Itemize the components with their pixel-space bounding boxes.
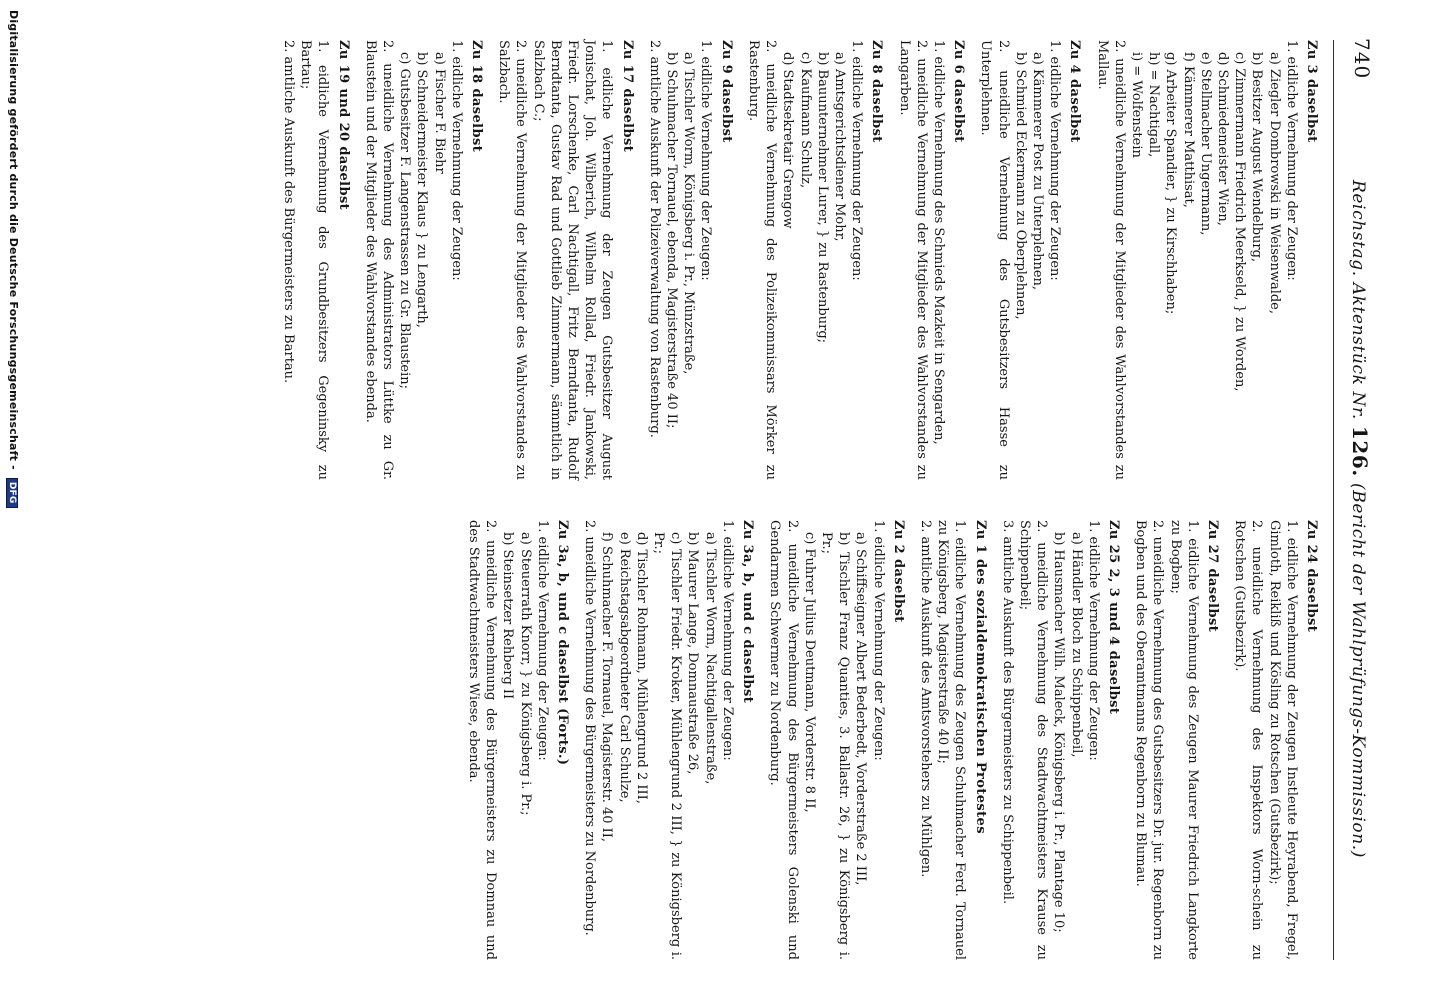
section-item: c) Zimmermann Friedrich Meerkseld, } zu Worden, xyxy=(1232,52,1248,392)
running-header xyxy=(1348,180,1372,940)
section-item: 2. uneidliche Vernehmung des Bürgermeisters zu Domnau und des Stadtwachtmeisters Wiese, ebenda. xyxy=(466,520,499,960)
section-item: 3. amtliche Auskunft des Bürgermeisters zu Schippenbeil. xyxy=(999,520,1015,905)
section-item: a) Ziegler Dombrowski in Weisenwalde, xyxy=(1266,52,1282,314)
section-heading: Zu 17 daselbst xyxy=(619,40,635,153)
section-item: b) Schmied Eckermann zu Oberplehnen, xyxy=(1012,52,1028,320)
section-item: a) Steuerrath Knorr, } zu Königsberg i. Pr.; xyxy=(517,532,533,816)
header-right: (Bericht der Wahlprüfungs-Kommission.) xyxy=(1348,483,1368,859)
section-item: a) Schiffseigner Albert Bederbedt, Vorderstraße 2 III, xyxy=(853,532,869,886)
section-item: b) Steinsetzer Rehberg II xyxy=(500,532,516,700)
left-column xyxy=(280,40,1320,480)
section-item: a) Händler Bloch zu Schippenbeil, xyxy=(1068,532,1084,758)
section-heading: Zu 6 daselbst xyxy=(951,40,967,143)
section-item: a) Fischer F. Biehr xyxy=(431,52,447,174)
digitization-footer xyxy=(6,10,20,990)
page-number: 740 xyxy=(1350,38,1374,80)
section-item: 1. eidliche Vernehmung der Zeugen: xyxy=(534,520,550,761)
section-heading: Zu 3a, b, und c daselbst (Forts.) xyxy=(555,520,571,766)
section-heading: Zu 3a, b, und c daselbst xyxy=(740,520,756,704)
section-heading: Zu 25 2, 3 und 4 daselbst xyxy=(1105,520,1121,715)
section-item: b) Tischler Franz Quanties, 3. Ballastr. 26, } zu Königsberg i. Pr.; xyxy=(818,532,852,960)
section-item: 1. eidliche Vernehmung der Zeugen: xyxy=(698,40,714,281)
section-item: 2. uneidliche Vernehmung der Mitglieder des Wahlvorstandes zu Mallau. xyxy=(1094,40,1127,480)
section-item: 1. eidliche Vernehmung der Zeugen: xyxy=(870,520,886,761)
header-rule xyxy=(1333,40,1334,960)
section-item: d) Schmiedemeister Wien, xyxy=(1214,52,1230,226)
section-item: 2. amtliche Auskunft des Bürgermeisters zu Bartau. xyxy=(281,40,297,384)
section-item: 2. uneidliche Vernehmung des Stadtwachtmeisters Krause zu Schippenbeil; xyxy=(1016,520,1050,960)
section-heading: Zu 1 des sozialdemokratischen Protestes xyxy=(972,520,988,834)
section-item: b) Schuhmacher Tornauel, ebenda, Magisterstraße 40 II; xyxy=(664,52,680,429)
section-heading: Zu 9 daselbst xyxy=(718,40,734,143)
section-item: c) Kaufmann Schulz, xyxy=(797,52,813,189)
section-item: 2. uneidliche Vernehmung des Polizeikommissars Mörker zu Rastenburg. xyxy=(745,40,779,480)
section-item: 1. eidliche Vernehmung des Zeugen Maurer Friedrich Langkorte zu Bogben; xyxy=(1167,520,1200,960)
section-item: c) Gutsbesitzer F. Langenstrassen zu Gr. Blaustein; xyxy=(397,52,413,390)
section-item: 2. uneidliche Vernehmung der Mitglieder des Wahlvorstandes zu Salzbach. xyxy=(496,40,529,480)
section-item: 1. eidliche Vernehmung des Schmieds Mazkeit in Sengarden, xyxy=(930,40,946,445)
section-item: c) Tischler Friedr. Kroker, Mühlengrund 2 III, } zu Königsberg i. Pr.; xyxy=(651,532,684,960)
section-item: a) Amtsgerichtsdiener Mohr, xyxy=(831,52,847,242)
section-item: e) Stellmacher Ungermann, xyxy=(1197,52,1213,236)
section-item: b) Maurer Lange, Domnaustraße 26, xyxy=(685,532,701,775)
section-item: d) Tischler Rohmann, Mühlengrund 2 III, xyxy=(633,532,649,804)
section-heading: Zu 4 daselbst xyxy=(1067,40,1083,143)
section-item: 1. eidliche Vernehmung der Zeugen: xyxy=(1283,40,1299,281)
section-item: 1. eidliche Vernehmung des Zeugen Schuhmacher Ferd. Tornauel zu Königsberg, Magisterstraße 40 II; xyxy=(935,520,968,960)
section-item: 1. eidliche Vernehmung der Zeugen: xyxy=(448,40,464,281)
section-item: f) Kämmerer Matthisat, xyxy=(1180,52,1196,208)
section-item: g) Arbeiter Spandier, } zu Kirschhaben; xyxy=(1163,52,1179,315)
section-item: 2. uneidliche Vernehmung des Gutsbesitzers Hasse zu Unterplehnen. xyxy=(978,40,1011,480)
section-heading: Zu 3 daselbst xyxy=(1304,40,1319,143)
section-item: b) Hausmacher Wilh. Maleck, Königsberg i. Pr., Plantage 10; xyxy=(1051,532,1067,933)
section-heading: Zu 8 daselbst xyxy=(869,40,885,143)
dfg-logo: DFG xyxy=(6,478,18,508)
section-heading: Zu 2 daselbst xyxy=(890,520,906,623)
section-item: 2. uneidliche Vernehmung des Bürgermeisters Golenski und Gendarmen Schwermer zu Nordenburg. xyxy=(767,520,800,960)
section-item: c) Fuhrer Julius Deutmann, Vorderstr. 8 II, xyxy=(801,532,817,813)
section-item: a) Tischler Worm, Königsberg i. Pr., Münzstraße, xyxy=(681,52,697,375)
section-heading: Zu 24 daselbst xyxy=(1304,520,1319,633)
section-item: 1. eidliche Vernehmung der Zeugen: xyxy=(1047,40,1063,281)
section-item: 2. uneidliche Vernehmung des Bürgermeisters zu Nordenburg. xyxy=(582,520,598,936)
section-item: f) Schuhmacher F. Tornauel, Magisterstr. 40 II, xyxy=(599,532,615,843)
section-item: 1. eidliche Vernehmung des Grundbesitzers Gegeninsky zu Bartau; xyxy=(298,40,331,480)
section-item: 2. uneidliche Vernehmung der Mitglieder des Wahlvorstandes zu Langarben. xyxy=(896,40,929,480)
section-item: e) Reichstagsabgeordneter Carl Schulze, xyxy=(616,532,632,803)
section-item: 1. eidliche Vernehmung der Zeugen Instleute Heyrabend, Fregel, Gimloth, Reikliß und Kösling zu Rotschen (Gutsbezirk); xyxy=(1266,520,1299,960)
section-item: 2. uneidliche Vernehmung des Inspektors Worn-schein zu Rotschen (Gutsbezirk). xyxy=(1232,520,1265,960)
section-item: 1. eidliche Vernehmung der Zeugen Gutsbesitzer August Jonischat, Joh. Wilberich, Wilhelm Rollad, Friedr. Jankowski, Friedr. Lorschenke, Carl Nachtigall, Fritz Berndtanta, Rudolf Berndtanta, Gustav Rad und Gottlieb Zimmermann, sämmtlich in Salzbach C.; xyxy=(530,40,615,480)
section-item: h) = Nachtigall, xyxy=(1146,52,1162,158)
section-item: a) Kämmerer Post zu Unterplehnen, xyxy=(1029,52,1045,291)
section-item: b) Besitzer August Wendelburg, xyxy=(1249,52,1265,263)
section-item: 2. amtliche Auskunft des Amtsvorstehers zu Mühlgen. xyxy=(917,520,933,878)
section-item: a) Tischler Worm, Nachtigallenstraße, xyxy=(702,532,718,785)
section-item: 2. uneidliche Vernehmung des Administrators Lüttke zu Gr. Blaustein und der Mitglieder des Wahlvorstandes ebenda. xyxy=(362,40,396,480)
section-item: b) Bauunternehmer Lurer, } zu Rastenburg; xyxy=(814,52,830,344)
section-item: b) Schneidermeister Klaus } zu Lengarth, xyxy=(414,52,430,328)
section-heading: Zu 18 daselbst xyxy=(469,40,485,153)
section-item: 2. uneidliche Vernehmung des Gutsbesitzers Dr. jur. Regenborn zu Bogben und des Oberamtmanns Regenborn zu Blumau. xyxy=(1133,520,1166,960)
section-heading: Zu 27 daselbst xyxy=(1204,520,1220,633)
section-item: 1. eidliche Vernehmung der Zeugen: xyxy=(849,40,865,281)
section-item: 1. eidliche Vernehmung der Zeugen: xyxy=(719,520,735,761)
header-left: Reichstag. Aktenstück Nr. xyxy=(1348,180,1368,420)
section-item: i) = Wolfenstein xyxy=(1128,52,1144,158)
section-item: 2. amtliche Auskunft der Polizeiverwaltung von Rastenburg. xyxy=(646,40,662,438)
section-item: d) Stadtsekretair Grengow xyxy=(780,52,796,229)
right-column xyxy=(465,520,1320,960)
section-item: 1. eidliche Vernehmung der Zeugen: xyxy=(1085,520,1101,761)
header-number: 126. xyxy=(1348,425,1372,477)
footer-text: Digitalisierung gefördert durch die Deutsche Forschungsgemeinschaft - xyxy=(7,10,20,470)
section-heading: Zu 19 und 20 daselbst xyxy=(335,40,351,211)
